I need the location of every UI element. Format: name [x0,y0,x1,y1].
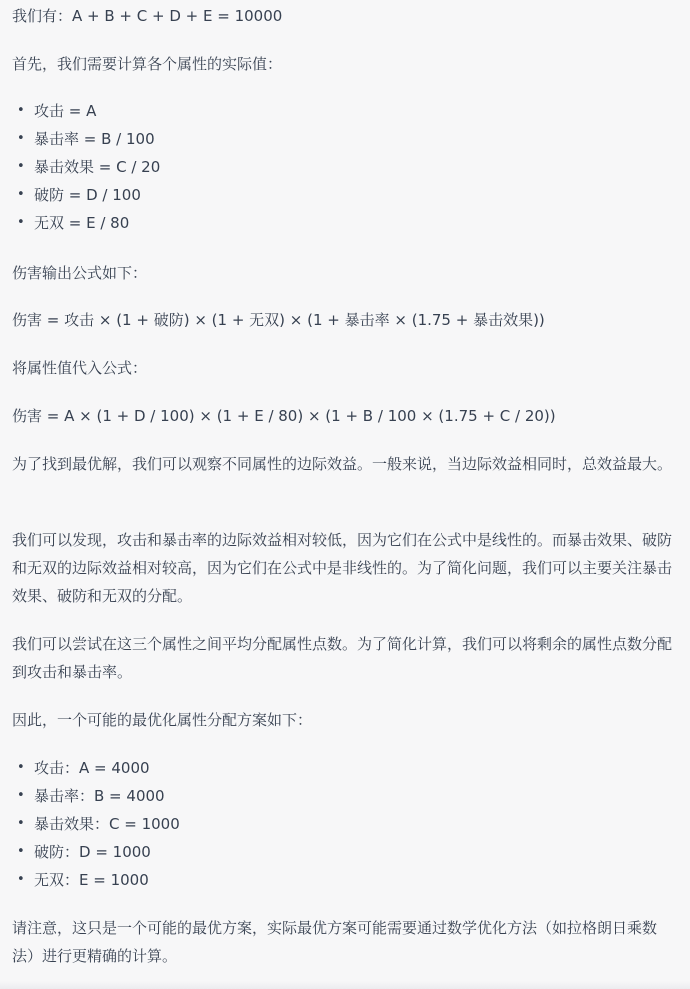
bullet-icon: • [17,215,25,230]
allocation-list [12,754,680,894]
list-item: • 暴击率：B = 4000 [17,787,165,805]
distribute-paragraph: 我们可以尝试在这三个属性之间平均分配属性点数。为了简化计算，我们可以将剩余的属性点数分配到攻击和暴击率。 [12,635,673,681]
list-item: • 无双：E = 1000 [17,871,149,889]
list-item: • 破防：D = 1000 [17,843,151,861]
calc-heading: 首先，我们需要计算各个属性的实际值： [12,55,283,73]
bullet-icon: • [17,844,25,859]
bullet-icon: • [17,816,25,831]
bullet-icon: • [17,760,25,775]
bullet-icon: • [17,103,25,118]
list-item: • 暴击率 = B / 100 [17,130,155,148]
intro-equation: 我们有：A + B + C + D + E = 10000 [12,7,283,25]
list-item: • 攻击 = A [17,102,97,120]
marginal-paragraph: 为了找到最优解，我们可以观察不同属性的边际效益。一般来说，当边际效益相同时，总效益最大。 [12,455,673,473]
substitute-heading: 将属性值代入公式： [12,359,148,377]
list-item: • 破防 = D / 100 [17,186,141,204]
formula-heading: 伤害输出公式如下： [12,264,148,282]
substituted-formula: 伤害 = A × (1 + D / 100) × (1 + E / 80) × (1 + B / 100 × (1.75 + C / 20)) [12,407,556,425]
list-item: • 暴击效果：C = 1000 [17,815,180,833]
list-item: • 无双 = E / 80 [17,214,130,232]
bullet-icon: • [17,159,25,174]
bullet-icon: • [17,788,25,803]
damage-formula: 伤害 = 攻击 × (1 + 破防) × (1 + 无双) × (1 + 暴击率 × (1.75 + 暴击效果)) [12,311,545,329]
analysis-paragraph: 我们可以发现，攻击和暴击率的边际效益相对较低，因为它们在公式中是线性的。而暴击效果、破防和无双的边际效益相对较高，因为它们在公式中是非线性的。为了简化问题，我们可以主要关注暴击效果、破防和无双的分配。 [12,531,673,605]
bullet-icon: • [17,131,25,146]
attribute-list [12,97,680,237]
plan-heading: 因此，一个可能的最优化属性分配方案如下： [12,711,313,729]
bullet-icon: • [17,187,25,202]
bottom-divider [0,981,690,989]
note-paragraph: 请注意，这只是一个可能的最优方案，实际最优方案可能需要通过数学优化方法（如拉格朗日乘数法）进行更精确的计算。 [12,919,658,965]
bullet-icon: • [17,872,25,887]
list-item: • 攻击：A = 4000 [17,759,150,777]
list-item: • 暴击效果 = C / 20 [17,158,161,176]
